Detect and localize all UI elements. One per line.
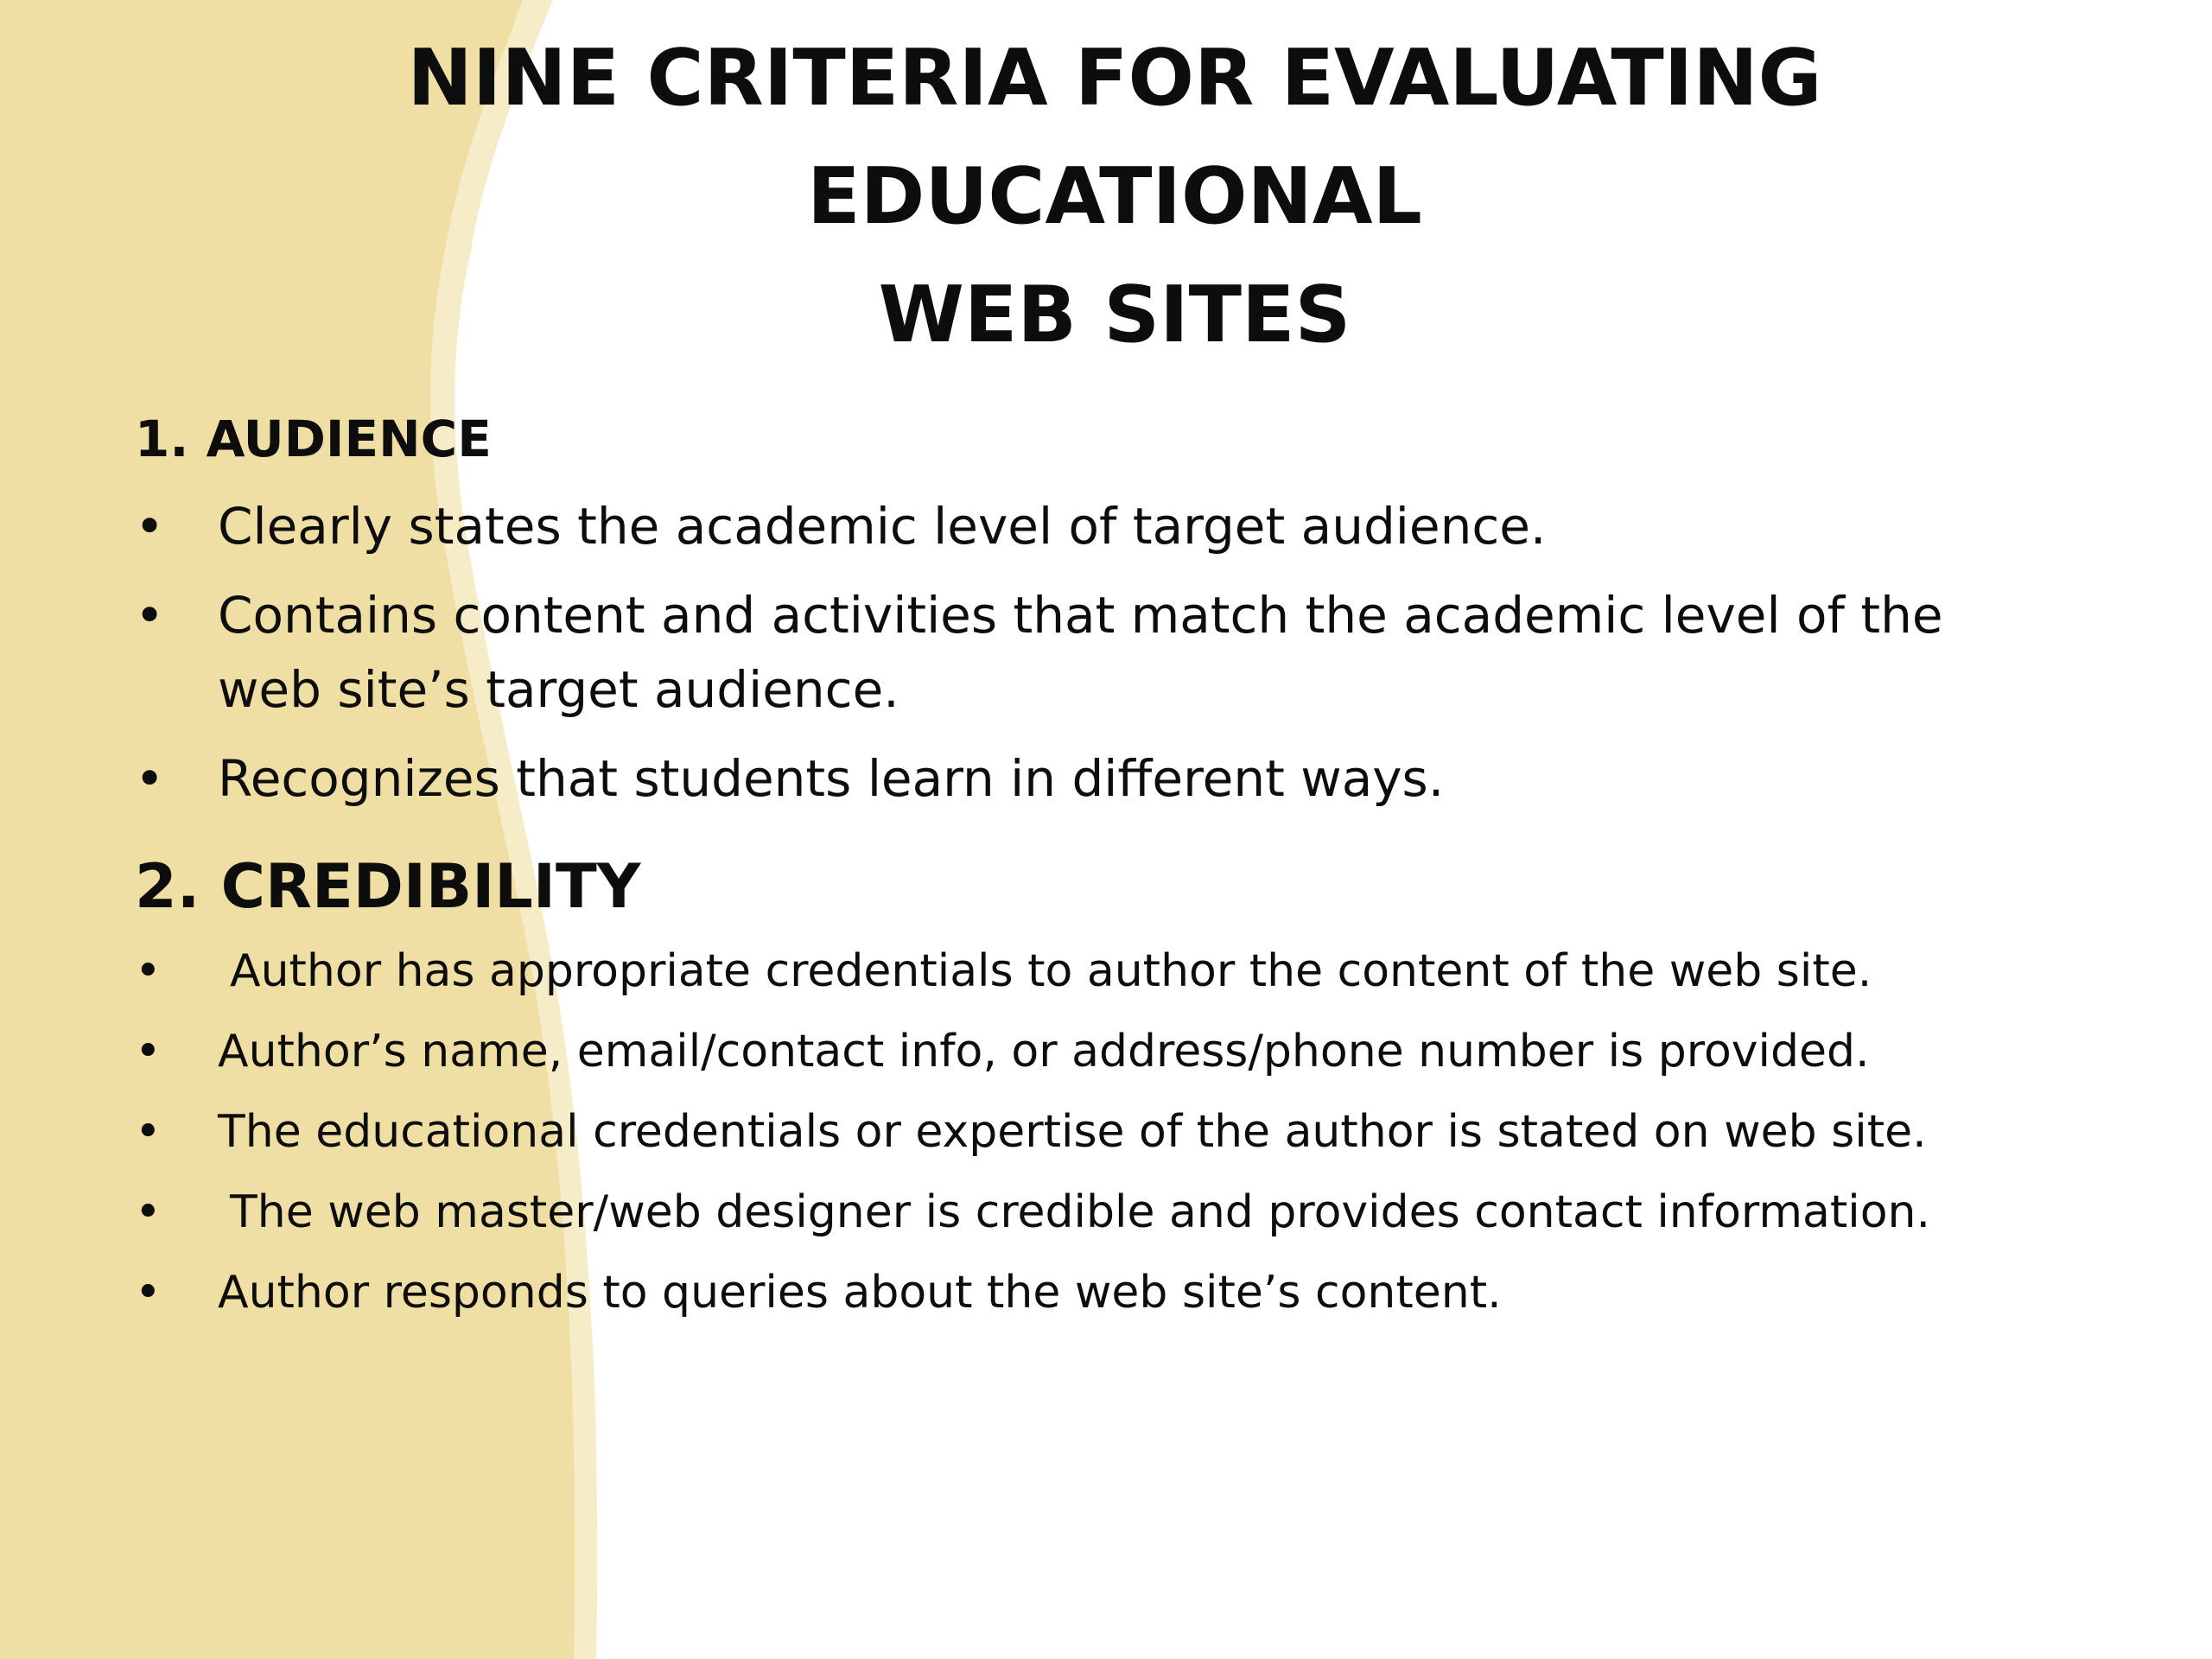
bullet-icon: • [135, 1106, 162, 1158]
slide-title-line-2: WEB SITES [878, 270, 1351, 360]
list-item [135, 741, 2070, 816]
list-item [135, 1258, 2122, 1327]
audience-bullet-list [135, 489, 2070, 830]
bullet-text: Author has appropriate credentials to author the content of the web site. [230, 945, 1872, 997]
section-heading-credibility: 2. CREDIBILITY [135, 851, 641, 922]
slide-title [112, 19, 2117, 374]
bullet-text: The web master/web designer is credible and provides contact information. [230, 1186, 1931, 1238]
bullet-icon: • [135, 586, 165, 645]
bullet-icon: • [135, 497, 165, 556]
bullet-text: Author’s name, email/contact info, or address/phone number is provided. [218, 1026, 1870, 1077]
bullet-text: Author responds to queries about the web site’s content. [218, 1267, 1502, 1319]
list-item [135, 1097, 2122, 1166]
list-item [135, 489, 2070, 563]
bullet-icon: • [135, 945, 162, 997]
bullet-text: The educational credentials or expertise of the author is stated on web site. [218, 1106, 1927, 1158]
credibility-bullet-list [135, 937, 2122, 1338]
slide-title-line-1: NINE CRITERIA FOR EVALUATING EDUCATIONAL [407, 33, 1822, 242]
bullet-text: Recognizes that students learn in different ways. [218, 749, 1445, 808]
list-item [135, 578, 2070, 727]
bullet-icon: • [135, 1026, 162, 1077]
bullet-icon: • [135, 1186, 162, 1238]
list-item [135, 1178, 2122, 1247]
list-item [135, 937, 2122, 1006]
bullet-text: Contains content and activities that match the academic level of the web site’s target audience. [218, 586, 1943, 719]
bullet-icon: • [135, 749, 165, 808]
bullet-text: Clearly states the academic level of target audience. [218, 497, 1547, 556]
section-heading-audience: 1. AUDIENCE [135, 410, 492, 468]
list-item [135, 1017, 2122, 1086]
bullet-icon: • [135, 1267, 162, 1319]
